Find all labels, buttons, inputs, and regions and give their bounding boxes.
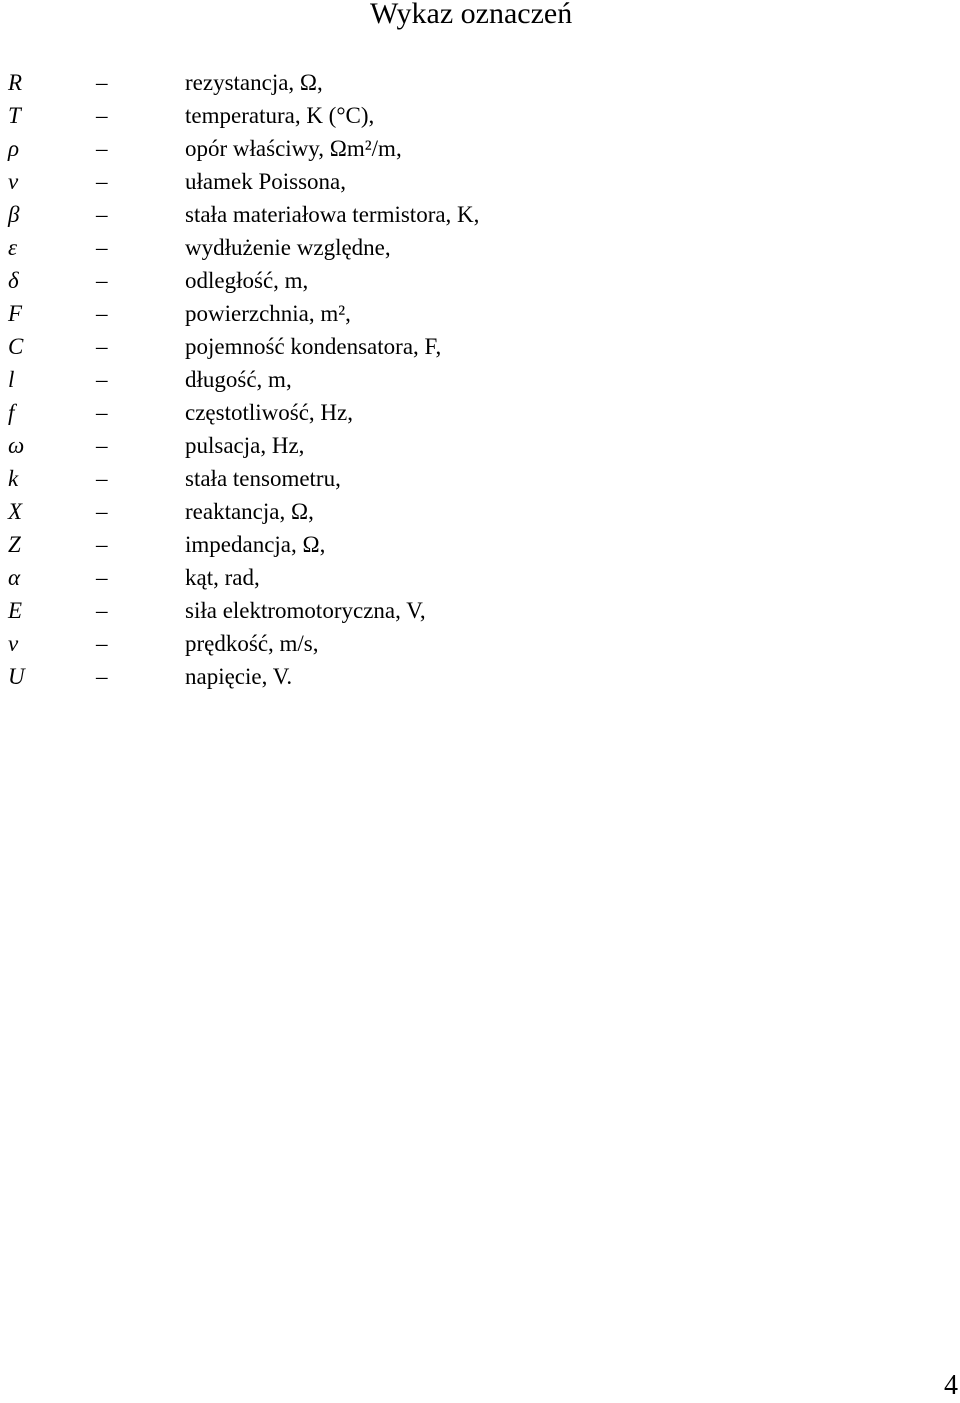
notation-dash: – bbox=[96, 499, 108, 524]
notation-entry bbox=[0, 363, 700, 396]
notation-description: kąt, rad, bbox=[185, 565, 260, 590]
notation-entry bbox=[0, 561, 700, 594]
notation-dash: – bbox=[96, 565, 108, 590]
notation-entry bbox=[0, 660, 700, 693]
notation-description: powierzchnia, m², bbox=[185, 301, 351, 326]
notation-entry bbox=[0, 528, 700, 561]
notation-description: długość, m, bbox=[185, 367, 292, 392]
notation-entry bbox=[0, 462, 700, 495]
notation-description: ułamek Poissona, bbox=[185, 169, 346, 194]
notation-description: pulsacja, Hz, bbox=[185, 433, 305, 458]
notation-dash: – bbox=[96, 466, 108, 491]
notation-entry bbox=[0, 429, 700, 462]
notation-symbol: R bbox=[8, 70, 23, 95]
notation-symbol: T bbox=[8, 103, 21, 128]
notation-symbol: ρ bbox=[8, 136, 20, 161]
notation-entry bbox=[0, 165, 700, 198]
notation-description: siła elektromotoryczna, V, bbox=[185, 598, 426, 623]
notation-dash: – bbox=[96, 136, 108, 161]
notation-dash: – bbox=[96, 70, 108, 95]
notation-description: temperatura, K (°C), bbox=[185, 103, 375, 128]
notation-entry bbox=[0, 198, 700, 231]
notation-symbol: ε bbox=[8, 235, 18, 260]
page-title: Wykaz oznaczeń bbox=[370, 0, 573, 30]
notation-dash: – bbox=[96, 400, 108, 425]
notation-description: odległość, m, bbox=[185, 268, 309, 293]
notation-description: wydłużenie względne, bbox=[185, 235, 391, 260]
notation-description: reaktancja, Ω, bbox=[185, 499, 314, 524]
notation-entry bbox=[0, 495, 700, 528]
notation-symbol: l bbox=[8, 367, 15, 392]
notation-description: pojemność kondensatora, F, bbox=[185, 334, 442, 359]
notation-dash: – bbox=[96, 433, 108, 458]
notation-dash: – bbox=[96, 235, 108, 260]
notation-symbol: δ bbox=[8, 268, 19, 293]
notation-symbol: ν bbox=[8, 169, 19, 194]
notation-symbol: E bbox=[8, 598, 23, 623]
notation-symbol: α bbox=[8, 565, 21, 590]
notation-description: rezystancja, Ω, bbox=[185, 70, 323, 95]
notation-dash: – bbox=[96, 202, 108, 227]
notation-entry bbox=[0, 264, 700, 297]
notation-symbol: v bbox=[8, 631, 19, 656]
notation-dash: – bbox=[96, 631, 108, 656]
notation-entry bbox=[0, 66, 700, 99]
notation-symbol: k bbox=[8, 466, 19, 491]
notation-symbol: β bbox=[8, 202, 20, 227]
notation-entry bbox=[0, 396, 700, 429]
notation-dash: – bbox=[96, 334, 108, 359]
notation-entry bbox=[0, 330, 700, 363]
notation-entry bbox=[0, 627, 700, 660]
notation-dash: – bbox=[96, 367, 108, 392]
notation-symbol: Z bbox=[8, 532, 21, 557]
notation-description: stała materiałowa termistora, K, bbox=[185, 202, 480, 227]
notation-entry bbox=[0, 99, 700, 132]
notation-entry bbox=[0, 594, 700, 627]
notation-dash: – bbox=[96, 532, 108, 557]
notation-list bbox=[0, 66, 700, 693]
notation-dash: – bbox=[96, 664, 108, 689]
page-number: 4 bbox=[944, 1370, 958, 1401]
notation-entry bbox=[0, 231, 700, 264]
notation-dash: – bbox=[96, 103, 108, 128]
notation-description: impedancja, Ω, bbox=[185, 532, 326, 557]
notation-description: stała tensometru, bbox=[185, 466, 341, 491]
notation-description: częstotliwość, Hz, bbox=[185, 400, 353, 425]
notation-entry bbox=[0, 297, 700, 330]
notation-description: opór właściwy, Ωm²/m, bbox=[185, 136, 402, 161]
notation-symbol: f bbox=[8, 400, 15, 425]
notation-symbol: X bbox=[8, 499, 23, 524]
notation-description: prędkość, m/s, bbox=[185, 631, 319, 656]
notation-dash: – bbox=[96, 598, 108, 623]
notation-symbol: C bbox=[8, 334, 24, 359]
notation-description: napięcie, V. bbox=[185, 664, 293, 689]
notation-dash: – bbox=[96, 301, 108, 326]
notation-symbol: F bbox=[8, 301, 23, 326]
notation-entry bbox=[0, 132, 700, 165]
notation-symbol: U bbox=[8, 664, 25, 689]
notation-dash: – bbox=[96, 169, 108, 194]
notation-symbol: ω bbox=[8, 433, 25, 458]
notation-dash: – bbox=[96, 268, 108, 293]
